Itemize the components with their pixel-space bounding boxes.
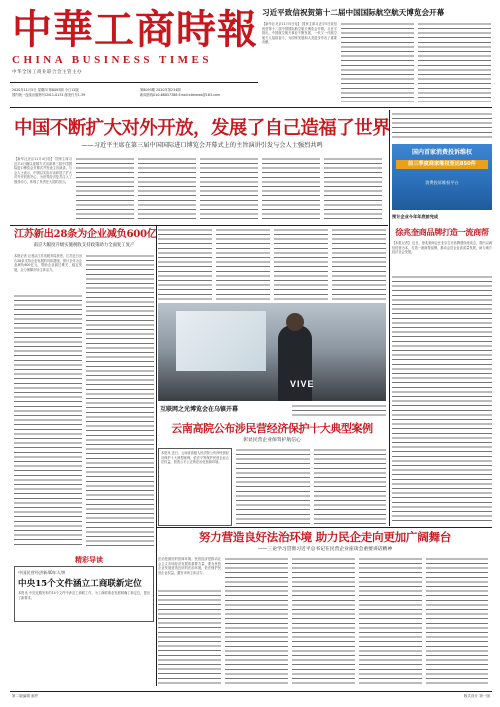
masthead-info (12, 88, 132, 98)
top-right-body-col2 (341, 22, 414, 102)
sidebar-item1: 预计企业今年年底前完成 (392, 214, 439, 219)
story-jiangsu-headline: 江苏新出28条为企业减负600亿 (14, 228, 157, 240)
mid-col1 (158, 228, 212, 300)
footer-right: 版式设计 第一版 (463, 694, 490, 698)
lead-body-col4 (200, 157, 258, 223)
lead-subhead: ——习近平主席在第三届中国国际进口博览会开幕式上的主旨演讲引发与会人士强烈共鸣 (81, 142, 323, 149)
story-law-col4 (359, 557, 422, 687)
story-court-col2 (236, 448, 310, 526)
sidebar-ad-banner[interactable] (392, 144, 492, 210)
story-jiangsu-body (14, 254, 154, 546)
lead-body-col2 (76, 157, 134, 223)
story-law-subhead: ——三论学习贯彻习近平总书记在民营企业座谈会重要讲话精神 (257, 547, 393, 552)
masthead (12, 8, 256, 86)
story-court-text: 本报讯 近日，云南省高级人民法院公布涉民营经济保护十大典型案例，依法平等保护民营企业合法权益，营造公平公正的法治化营商环境。 (161, 451, 229, 465)
lead-body-col3 (138, 157, 196, 223)
photo-sign: VIVE (290, 379, 315, 389)
recommend-label: 精彩导读 (75, 556, 103, 564)
masthead-info-2 (140, 88, 256, 98)
sidebar-top-text (392, 112, 492, 140)
law-divider (157, 527, 492, 528)
lead-headline: 中国不断扩大对外开放，发展了自己造福了世界 (14, 118, 390, 139)
top-divider (10, 107, 492, 108)
top-right-body: 【新华社北京11月5日电】 国家主席习近平5日致信祝贺第十二届中国国际航空航天博览会开幕。习近平指出，中国航空航天事业不断发展，一代又一代航空航天人接续奋斗，为国家发展和人类进步作出了重要贡献。 (262, 22, 337, 45)
story-court-subhead: 彰显民营企业保驾护航信心 (243, 438, 301, 443)
photo-head (286, 313, 304, 331)
lead-body-col6 (324, 157, 382, 223)
top-right-story (262, 8, 492, 105)
newspaper-title-english: CHINA BUSINESS TIMES (12, 54, 213, 66)
masthead-info-line2: 国内统一连续出版物号CN11-0131 邮发代号1-39 (12, 93, 86, 97)
story-jiangsu-subhead: 南京大幅度升级实施税收支持政策助力全面复工复产 (33, 243, 135, 248)
sidebar-ad-title: 国内首家消费投诉维权 (411, 149, 472, 156)
masthead-info-line3: 第8093期 2020年第234期 (140, 88, 181, 92)
story-jiangsu-text: 本报记者 记者从江苏省税务局获悉，江苏近日出台28条支持企业发展的具体措施，预计全年为企业减负600亿元，帮助企业渡过难关、稳定发展，全力保障市场主体活力。 (14, 254, 82, 272)
story-law-body (158, 557, 492, 687)
photo-person (278, 325, 312, 401)
col-rule-right (389, 110, 390, 526)
sidebar-body: 【本报记者】 近日，徐兆奎商会在北京召开品牌建设座谈会，提出以诚信经营为本，打造一流商帮品牌，推动会员企业高质量发展，助力地方经济社会发展。 (392, 241, 492, 255)
lead-body-col5 (262, 157, 320, 223)
story-jiangsu-col1 (14, 254, 82, 546)
photo-caption-text (292, 404, 386, 418)
story-law-col1-lines (158, 589, 221, 687)
story-center-body: 本报讯 中央近期发布的15个文件中涉及工商联工作，为工商联事业发展明确了新定位，提出了新要求。 (18, 591, 150, 600)
masthead-divider (10, 82, 258, 83)
sidebar-ad-sub: 消费投诉维权平台 (425, 180, 459, 185)
story-court-col3 (314, 448, 386, 526)
top-right-body-col3 (418, 22, 491, 102)
story-law-col3 (292, 557, 355, 687)
story-center-headline: 中央15个文件涵立工商联新定位 (18, 579, 142, 589)
sidebar-body-lines (392, 275, 492, 523)
sidebar-ad-big: 前三季度商家维权至达850件 (396, 160, 488, 169)
story-jiangsu-col1-lines (14, 294, 82, 546)
story-law-col5 (426, 557, 488, 687)
lead-divider (10, 225, 388, 226)
sidebar (392, 112, 492, 526)
story-law-col2 (225, 557, 288, 687)
masthead-info-line1: 2020年11月5日 星期四 第8093期 今日12版 (12, 88, 79, 92)
newspaper-title: 中華工商時報 (12, 6, 258, 53)
story-center-kicker: 中国民营经济新40年人物 (18, 570, 66, 575)
story-court-box (158, 448, 232, 526)
footer-left: 第二版编辑 邮件 (12, 694, 39, 698)
story-law-col1 (158, 557, 221, 687)
story-center-box (14, 566, 154, 622)
top-right-headline: 习近平致信祝贺第十二届中国国际航空航天博览会开幕 (262, 8, 445, 17)
masthead-slogan: 中华全国工商业联合会主管主办 (12, 70, 82, 75)
mid-col2 (216, 228, 270, 300)
col-rule-left (156, 226, 157, 686)
story-court-body (158, 448, 386, 526)
story-law-text: 法治是最好的营商环境。民营经济是推动社会主义市场经济发展的重要力量，要为民营企业发展营造良好的法治环境，依法保护民营企业权益，激发市场主体活力。 (158, 557, 221, 575)
news-photo (158, 303, 386, 401)
mid-col4 (332, 228, 386, 300)
footer-divider (10, 691, 492, 692)
photo-caption: 互联网之光博览会在乌镇开幕 (160, 406, 239, 413)
lead-body-col1: 【新华社北京11月4日电】 国家主席习近平4日晚以视频方式出席第三届中国国际进口博览会开幕式并发表主旨演讲。与会人士表示，中国以实际行动彰显了扩大对外开放的决心，为世界经济复苏注入了强劲动力，体现了负责任大国的担当。 (14, 157, 72, 184)
story-court-headline: 云南高院公布涉民营经济保护十大典型案例 (171, 422, 373, 435)
masthead-info-line4: 新闻热线010-68057388 Email:cbtnews@163.com (140, 93, 221, 97)
sidebar-headline: 徐兆奎商品牌打造一流商帮 (395, 227, 489, 237)
story-law-headline: 努力营造良好法治环境 助力民企走向更加广阔舞台 (198, 530, 452, 544)
photo-screen (176, 311, 266, 371)
mid-story-columns (158, 228, 386, 300)
lead-story-body (14, 157, 386, 223)
mid-col3 (274, 228, 328, 300)
story-jiangsu-col2 (86, 254, 154, 546)
